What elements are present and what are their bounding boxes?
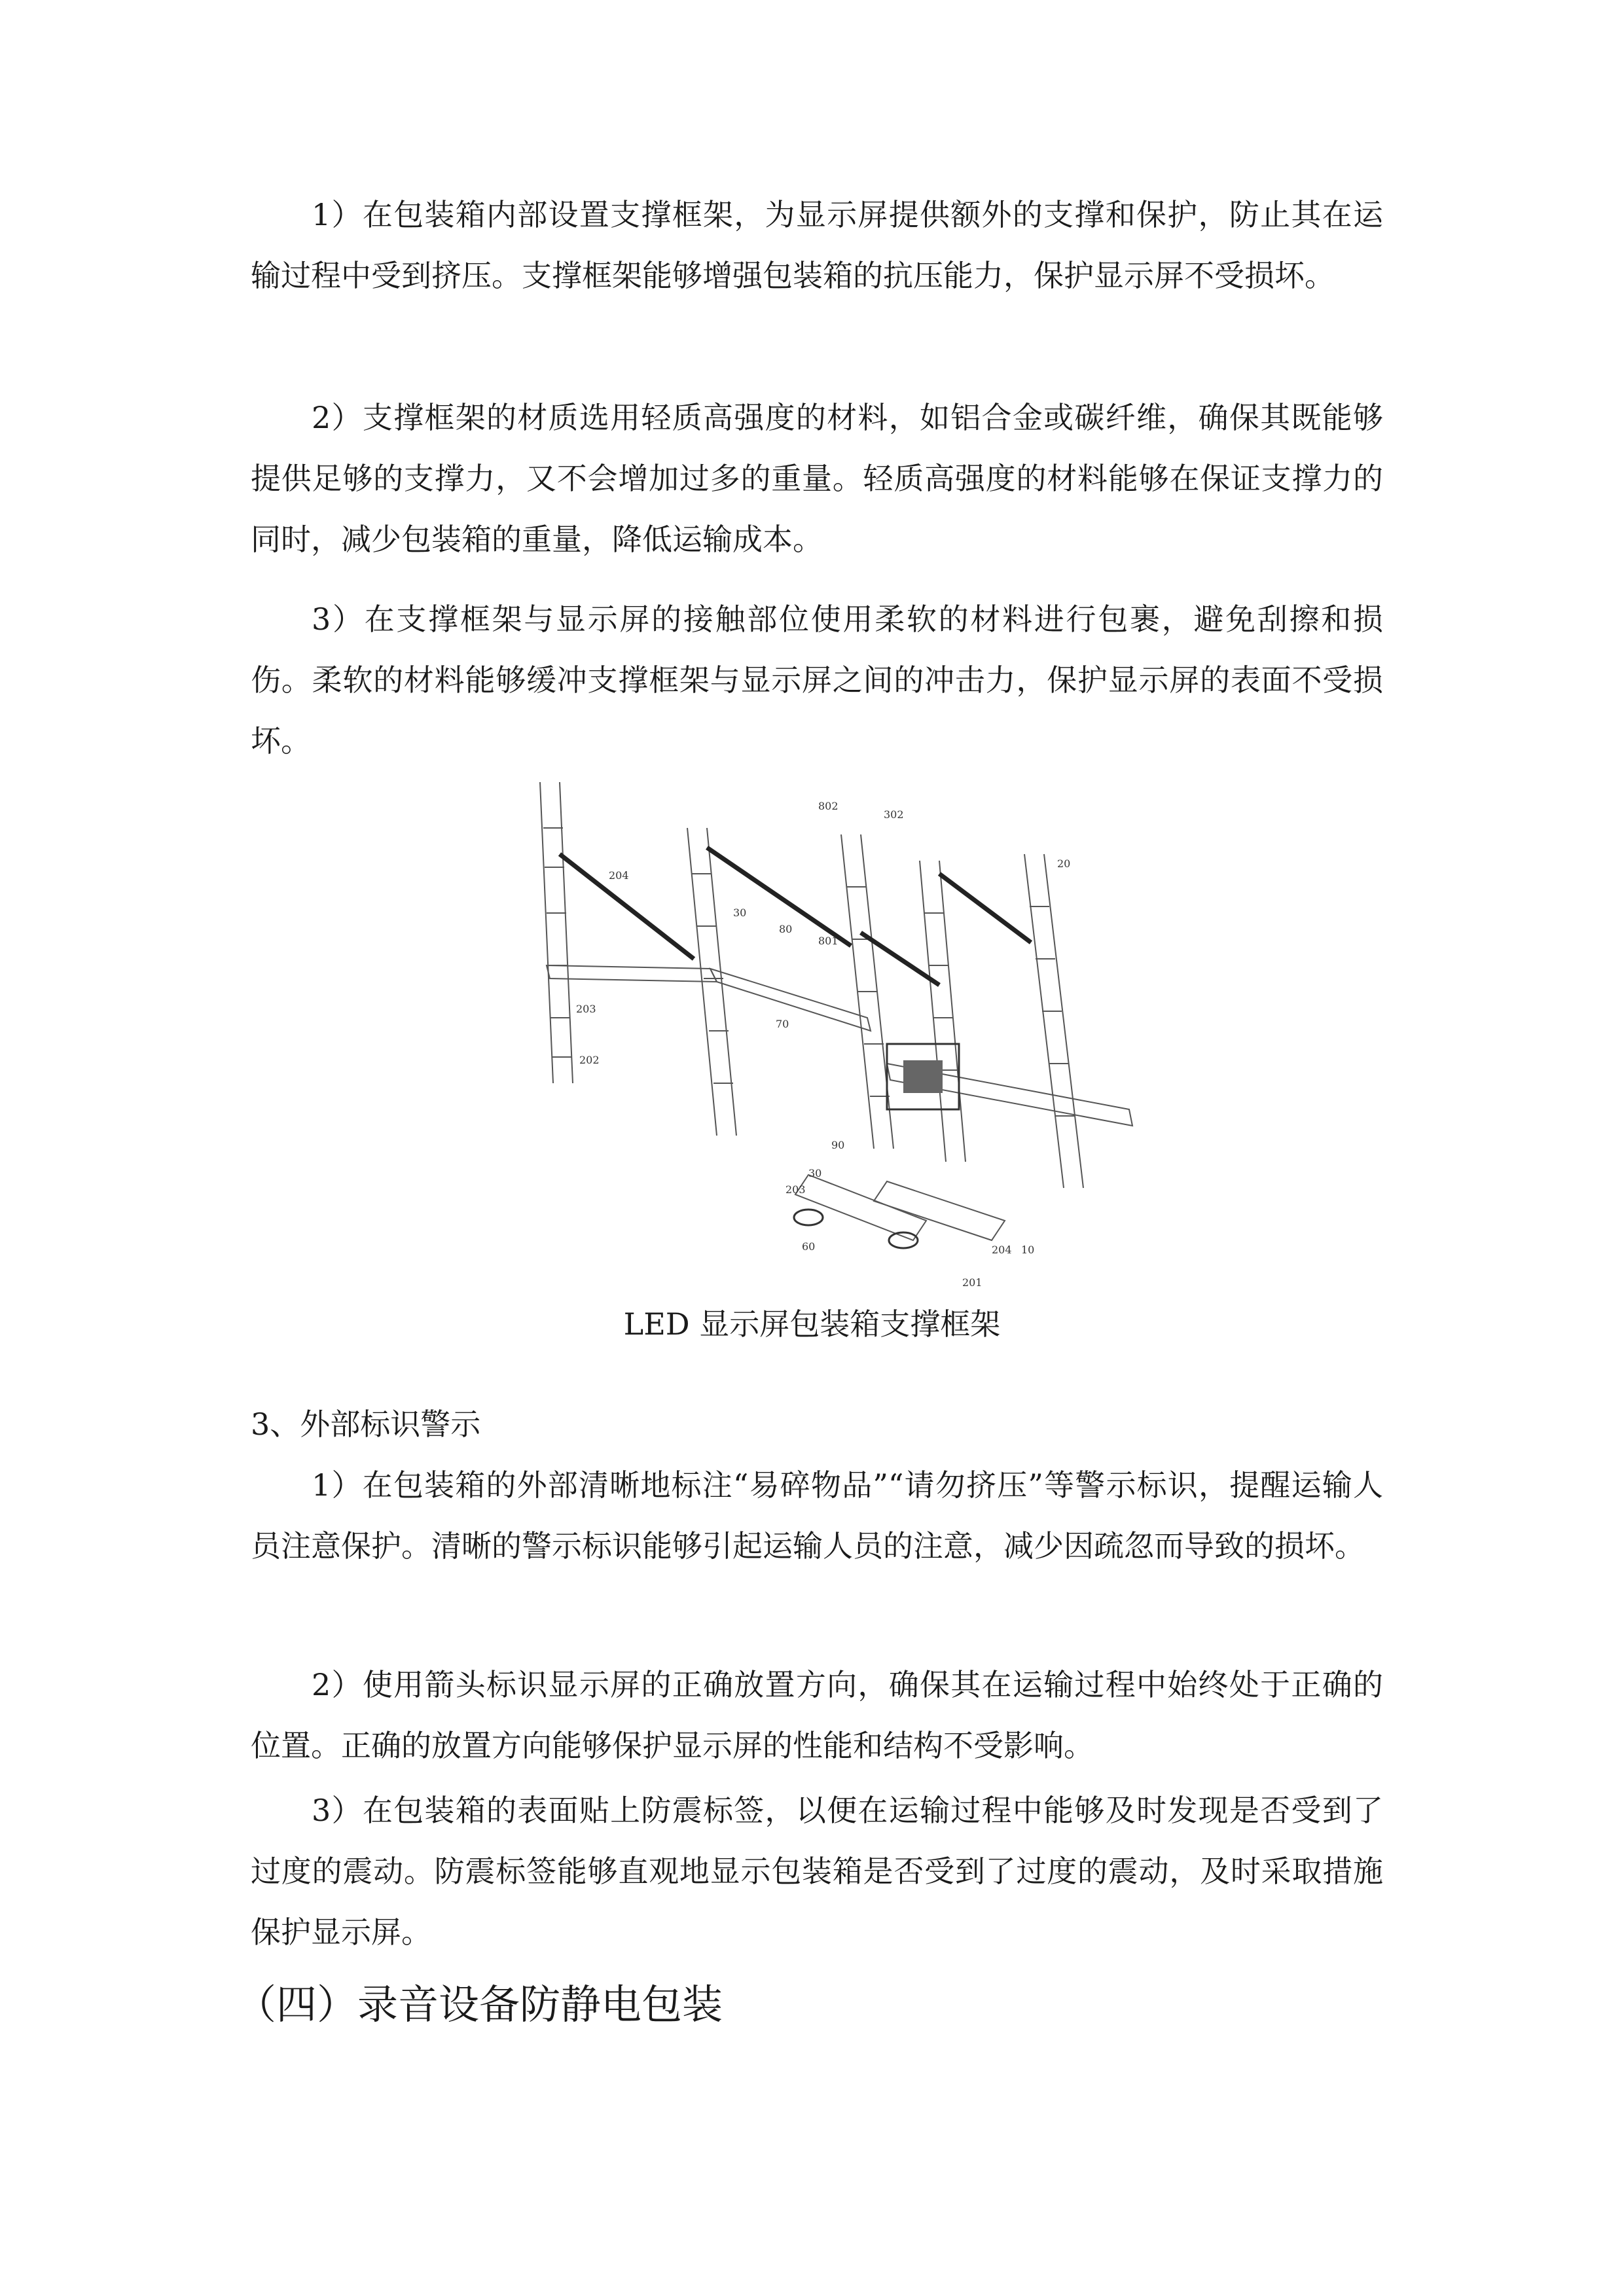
paragraph-frame-material: 2）支撑框架的材质选用轻质高强度的材料，如铝合金或碳纤维，确保其既能够提供足够的支撑力，又不会增加过多的重量。轻质高强度的材料能够在保证支撑力的同时，减少包装箱的重量，降低运输成本。 — [251, 400, 1383, 557]
label-203: 203 — [576, 1003, 596, 1015]
paragraph-arrow-orientation: 2）使用箭头标识显示屏的正确放置方向，确保其在运输过程中始终处于正确的位置。正确的放置方向能够保护显示屏的性能和结构不受影响。 — [251, 1667, 1383, 1763]
paragraph-shock-labels: 3）在包装箱的表面贴上防震标签，以便在运输过程中能够及时发现是否受到了过度的震动。防震标签能够直观地显示包装箱是否受到了过度的震动，及时采取措施保护显示屏。 — [251, 1793, 1383, 1950]
label-80: 80 — [779, 923, 793, 935]
label-204b: 204 — [992, 1244, 1012, 1256]
label-10: 10 — [1021, 1244, 1035, 1256]
label-70: 70 — [776, 1018, 789, 1030]
label-90: 90 — [831, 1139, 845, 1151]
label-30b: 30 — [808, 1167, 822, 1179]
section-4-title: （四）录音设备防静电包装 — [236, 1981, 723, 2028]
label-203b: 203 — [785, 1183, 806, 1196]
label-20: 20 — [1057, 857, 1071, 870]
label-60: 60 — [802, 1240, 816, 1253]
paragraph-warning-labels: 1）在包装箱的外部清晰地标注“易碎物品”“请勿挤压”等警示标识，提醒运输人员注意保护。清晰的警示标识能够引起运输人员的注意，减少因疏忽而导致的损坏。 — [251, 1467, 1383, 1564]
figure-caption: LED 显示屏包装箱支撑框架 — [623, 1306, 1001, 1342]
paragraph-soft-wrapping: 3）在支撑框架与显示屏的接触部位使用柔软的材料进行包裹，避免刮擦和损伤。柔软的材料能够缓冲支撑框架与显示屏之间的冲击力，保护显示屏的表面不受损坏。 — [251, 601, 1383, 759]
support-frame-diagram — [520, 769, 1155, 1293]
label-30: 30 — [733, 906, 747, 919]
paragraph-support-frame: 1）在包装箱内部设置支撑框架，为显示屏提供额外的支撑和保护，防止其在运输过程中受到挤压。支撑框架能够增强包装箱的抗压能力，保护显示屏不受损坏。 — [251, 197, 1383, 293]
label-802: 802 — [818, 800, 839, 812]
label-204: 204 — [609, 869, 629, 882]
label-801: 801 — [818, 935, 839, 947]
section-3-heading: 3、外部标识警示 — [251, 1407, 481, 1442]
label-202: 202 — [579, 1054, 600, 1066]
label-302: 302 — [884, 808, 904, 821]
label-201: 201 — [962, 1276, 983, 1289]
